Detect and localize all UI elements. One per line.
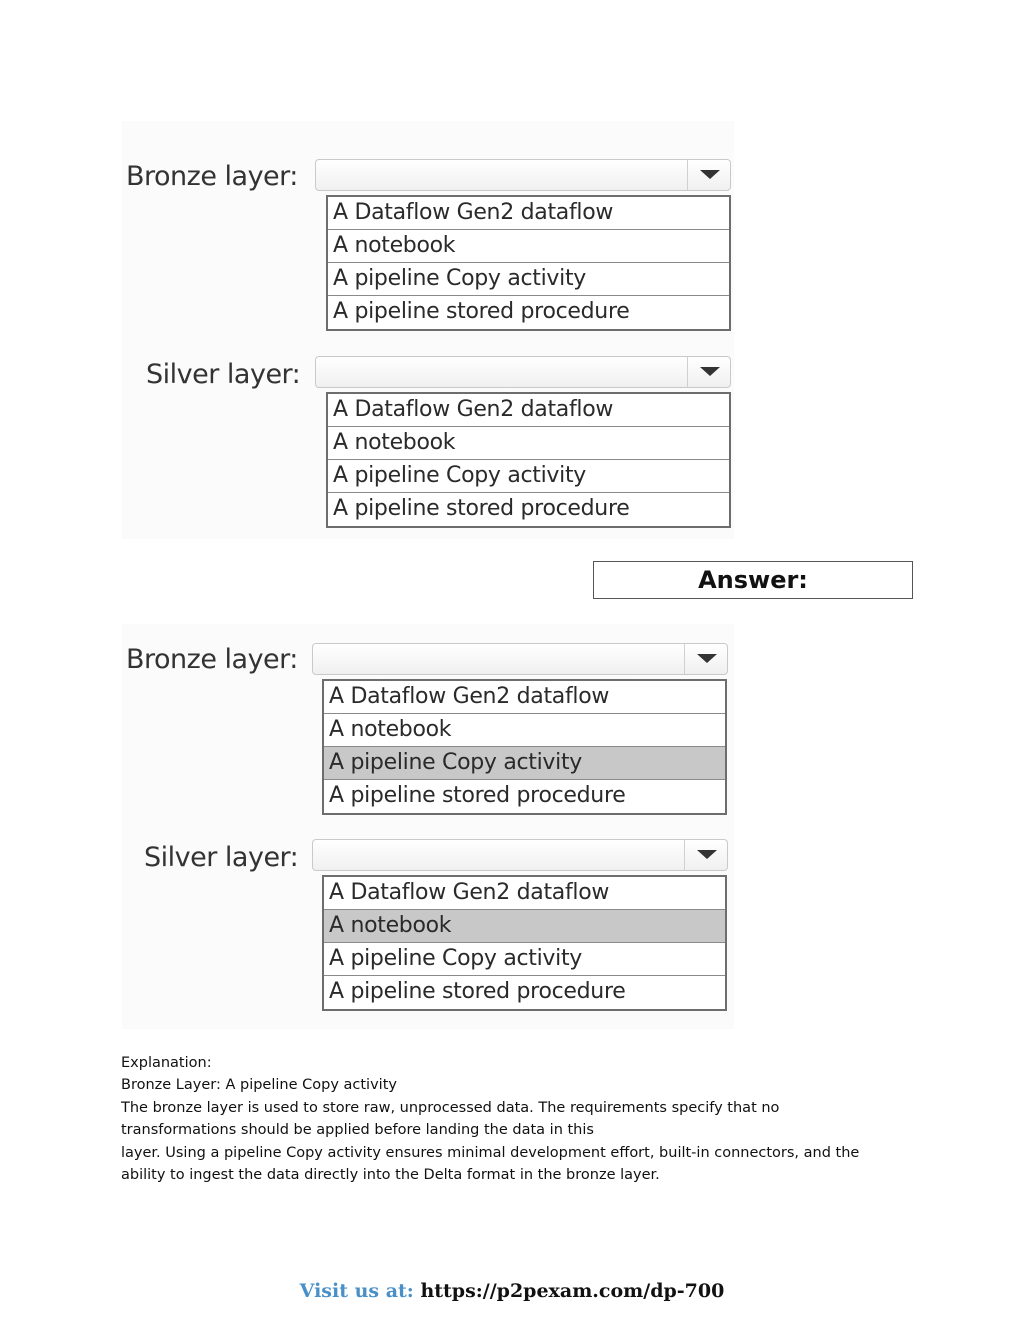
- silver-layer-label: Silver layer:: [144, 842, 299, 873]
- chevron-down-icon: [700, 170, 720, 179]
- bronze-layer-answer-options: [322, 679, 727, 815]
- chevron-down-icon: [700, 367, 720, 376]
- bronze-layer-label: Bronze layer:: [126, 644, 298, 675]
- option-pipeline-stored-procedure[interactable]: A pipeline stored procedure: [329, 979, 626, 1004]
- option-pipeline-copy[interactable]: A pipeline Copy activity: [328, 263, 729, 296]
- answer-panel: [122, 624, 734, 1029]
- footer: [0, 1280, 1024, 1302]
- dropdown-arrow-box: [684, 840, 727, 870]
- question-panel: [122, 121, 734, 539]
- bronze-layer-label: Bronze layer:: [126, 161, 298, 192]
- explanation-line: ability to ingest the data directly into the Delta format in the bronze layer.: [121, 1167, 660, 1184]
- option-dataflow-gen2[interactable]: A Dataflow Gen2 dataflow: [324, 877, 725, 910]
- silver-layer-dropdown[interactable]: [312, 839, 728, 871]
- dropdown-arrow-box: [684, 644, 727, 674]
- option-pipeline-stored-procedure[interactable]: A pipeline stored procedure: [333, 299, 630, 324]
- option-pipeline-copy-selected[interactable]: A pipeline Copy activity: [324, 747, 725, 780]
- footer-link[interactable]: https://p2pexam.com/dp-700: [420, 1280, 725, 1302]
- chevron-down-icon: [697, 850, 717, 859]
- bronze-layer-dropdown[interactable]: [315, 159, 731, 191]
- option-dataflow-gen2[interactable]: A Dataflow Gen2 dataflow: [324, 681, 725, 714]
- explanation: [121, 1052, 911, 1186]
- option-notebook[interactable]: A notebook: [324, 714, 725, 747]
- silver-layer-label: Silver layer:: [146, 359, 301, 390]
- explanation-heading: Explanation:: [121, 1055, 212, 1071]
- option-dataflow-gen2[interactable]: A Dataflow Gen2 dataflow: [328, 394, 729, 427]
- answer-label: Answer:: [593, 561, 913, 599]
- option-pipeline-copy[interactable]: A pipeline Copy activity: [328, 460, 729, 493]
- option-notebook[interactable]: A notebook: [328, 427, 729, 460]
- explanation-line: The bronze layer is used to store raw, unprocessed data. The requirements specify that no: [121, 1099, 780, 1116]
- option-dataflow-gen2[interactable]: A Dataflow Gen2 dataflow: [328, 197, 729, 230]
- option-pipeline-stored-procedure[interactable]: A pipeline stored procedure: [329, 783, 626, 808]
- footer-prefix: Visit us at:: [299, 1280, 421, 1302]
- explanation-line: layer. Using a pipeline Copy activity ensures minimal development effort, built-in connectors, and the: [121, 1144, 860, 1161]
- dropdown-arrow-box: [687, 357, 730, 387]
- bronze-layer-dropdown[interactable]: [312, 643, 728, 675]
- silver-layer-dropdown[interactable]: [315, 356, 731, 388]
- dropdown-arrow-box: [687, 160, 730, 190]
- explanation-line: transformations should be applied before landing the data in this: [121, 1122, 594, 1139]
- option-pipeline-copy[interactable]: A pipeline Copy activity: [324, 943, 725, 976]
- option-notebook[interactable]: A notebook: [328, 230, 729, 263]
- silver-layer-answer-options: [322, 875, 727, 1011]
- option-pipeline-stored-procedure[interactable]: A pipeline stored procedure: [333, 496, 630, 521]
- bronze-layer-options: [326, 195, 731, 331]
- option-notebook-selected[interactable]: A notebook: [324, 910, 725, 943]
- silver-layer-options: [326, 392, 731, 528]
- chevron-down-icon: [697, 654, 717, 663]
- explanation-line: Bronze Layer: A pipeline Copy activity: [121, 1077, 397, 1094]
